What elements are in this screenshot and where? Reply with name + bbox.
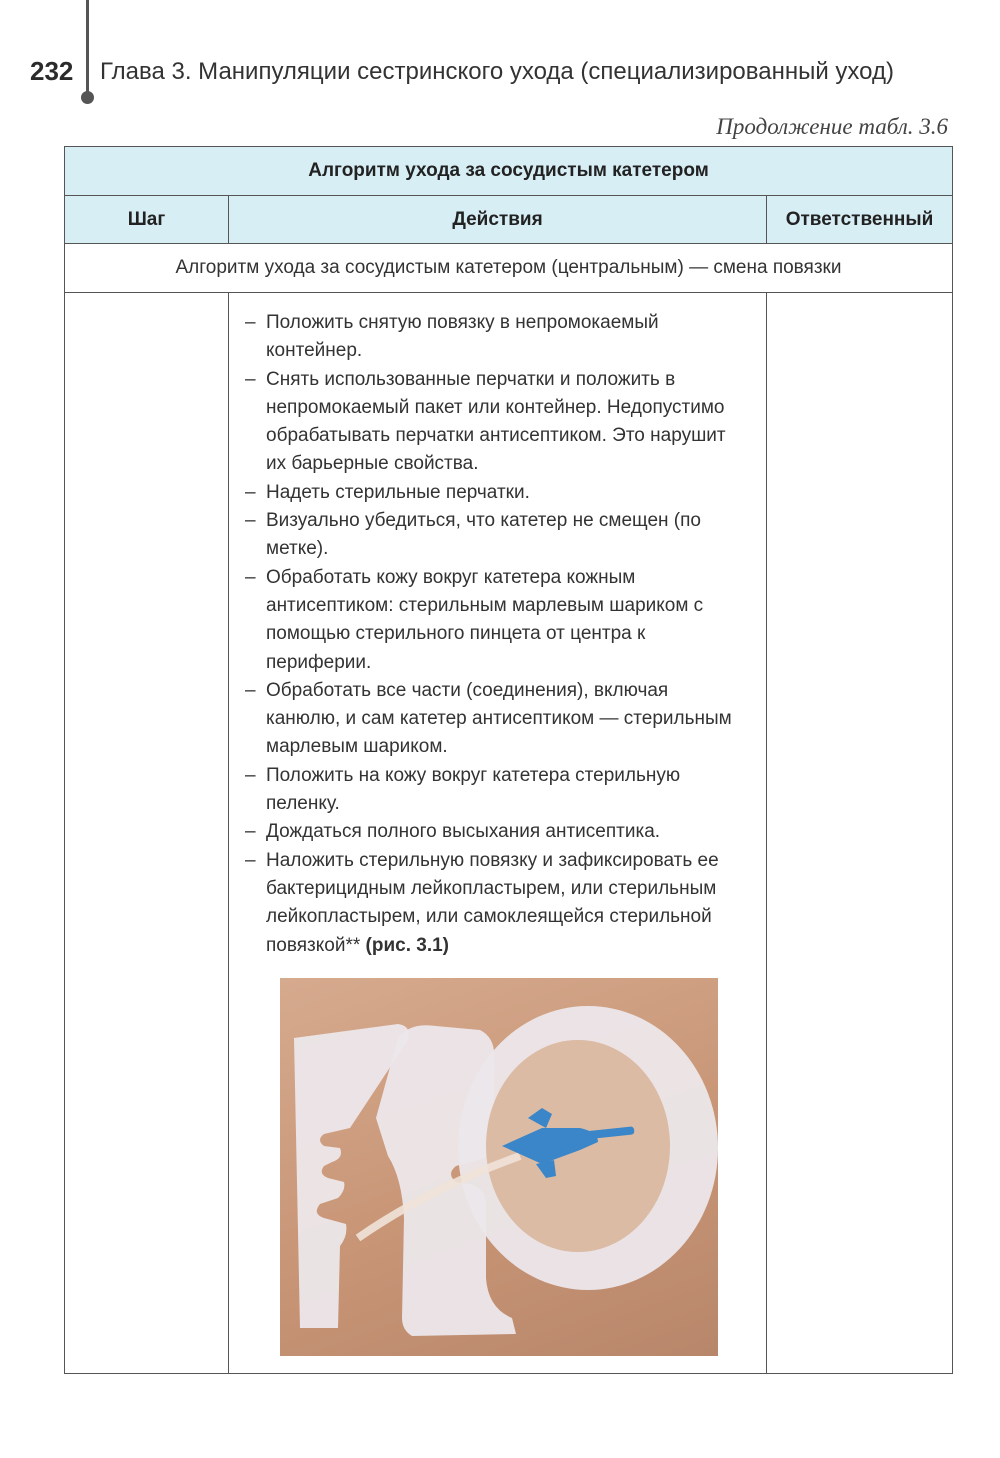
- action-item: – Обработать все части (соединения), включая канюлю, и сам катетер антисептиком — стерильным марлевым шариком.: [245, 677, 746, 762]
- action-item: – Визуально убедиться, что катетер не смещен (по метке).: [245, 507, 746, 564]
- running-head: Глава 3. Манипуляции сестринского ухода (специализированный уход): [100, 58, 894, 85]
- action-item: – Положить снятую повязку в непромокаемый контейнер.: [245, 309, 746, 366]
- page-number: 232: [30, 56, 74, 86]
- section-title: Алгоритм ухода за сосудистым катетером (центральным) — смена повязки: [65, 244, 953, 293]
- algorithm-table: [64, 146, 953, 1374]
- responsible-cell: [767, 293, 953, 1374]
- step-cell: [65, 293, 229, 1374]
- action-item: – Обработать кожу вокруг катетера кожным антисептиком: стерильным марлевым шариком с помощью стерильного пинцета от центра к периферии.: [245, 564, 746, 677]
- action-item: – Дождаться полного высыхания антисептика.: [245, 818, 746, 846]
- column-header-actions: Действия: [229, 196, 767, 244]
- table-caption: Алгоритм ухода за сосудистым катетером: [65, 147, 953, 196]
- action-item: – Наложить стерильную повязку и зафиксировать ее бактерицидным лейкопластырем, или стерильным лейкопластырем, или самоклеящейся стерильной повязкой** (рис. 3.1): [245, 847, 746, 960]
- catheter-dressing-photo: [280, 978, 718, 1356]
- actions-list: [229, 293, 766, 960]
- actions-cell: [229, 293, 767, 1374]
- action-item: – Снять использованные перчатки и положить в непромокаемый пакет или контейнер. Недопустимо обрабатывать перчатки антисептиком. Это нарушит их барьерные свойства.: [245, 366, 746, 479]
- column-header-responsible: Ответственный: [767, 196, 953, 244]
- action-item: – Положить на кожу вокруг катетера стерильную пеленку.: [245, 762, 746, 819]
- table-continuation-label: Продолжение табл. 3.6: [716, 114, 948, 139]
- margin-rule-dot: [81, 91, 94, 104]
- photo-illustration: [280, 978, 718, 1356]
- column-header-step: Шаг: [65, 196, 229, 244]
- action-item: – Надеть стерильные перчатки.: [245, 479, 746, 507]
- figure-reference: (рис. 3.1): [365, 934, 449, 956]
- margin-rule: [86, 0, 89, 96]
